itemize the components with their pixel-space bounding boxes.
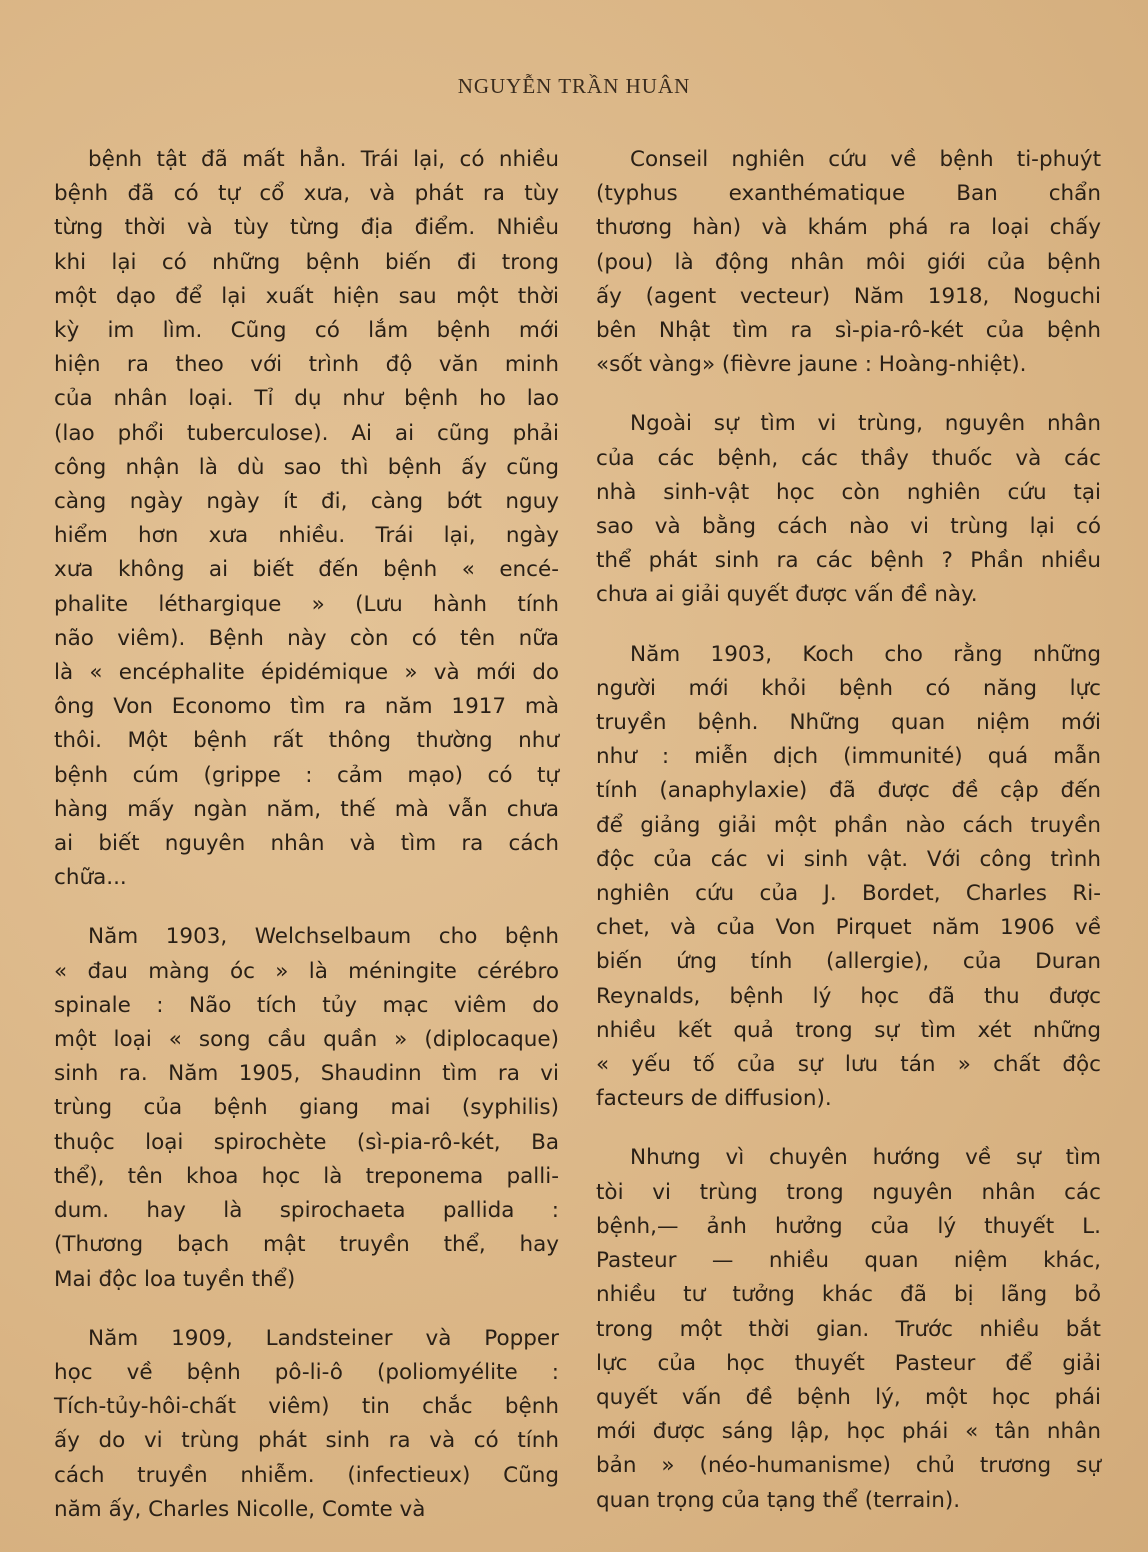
text-line: để giảng giải một phần nào cách truyền (596, 812, 1101, 838)
paragraph (596, 1141, 1101, 1517)
text-line: quyết vấn đề bệnh lý, một học phái (596, 1384, 1101, 1410)
text-line: thể), tên khoa học là treponema palli- (54, 1163, 559, 1189)
text-line: tính (anaphylaxie) đã được đề cập đến (596, 778, 1101, 804)
text-line: Pasteur — nhiều quan niệm khác, (596, 1248, 1101, 1274)
text-line: dum. hay là spirochaeta pallida : (54, 1198, 559, 1224)
text-line: (pou) là động nhân môi giới của bệnh (596, 249, 1101, 275)
text-line: truyền bệnh. Những quan niệm mới (596, 710, 1101, 736)
text-line: lực của học thuyết Pasteur để giải (596, 1350, 1101, 1376)
text-line: thương hàn) và khám phá ra loại chấy (596, 215, 1101, 241)
text-line: ai biết nguyên nhân và tìm ra cách (54, 831, 559, 857)
text-line: bệnh tật đã mất hẳn. Trái lại, có nhiều (88, 147, 559, 172)
text-line: mới được sáng lập, học phái « tân nhân (596, 1419, 1101, 1445)
text-line: trong một thời gian. Trước nhiều bắt (596, 1316, 1101, 1342)
text-line: chữa... (54, 865, 127, 891)
paragraph-gap (54, 1297, 559, 1322)
left-column (54, 143, 559, 1527)
text-line: thôi. Một bệnh rất thông thường như (54, 728, 559, 754)
text-line: từng thời và tùy từng địa điểm. Nhiều (54, 215, 559, 241)
text-line: « yếu tố của sự lưu tán » chất độc (596, 1052, 1101, 1078)
text-line: ấy do vi trùng phát sinh ra và có tính (54, 1428, 559, 1454)
paragraph (54, 1322, 559, 1527)
text-line: nhiều tư tưởng khác đã bị lãng bỏ (596, 1282, 1101, 1308)
text-line: não viêm). Bệnh này còn có tên nữa (54, 625, 559, 651)
text-line: nghiên cứu của J. Bordet, Charles Ri- (596, 881, 1101, 907)
text-line: (lao phổi tuberculose). Ai ai cũng phải (54, 420, 559, 446)
text-line: chưa ai giải quyết được vấn đề này. (596, 582, 978, 608)
text-line: «sốt vàng» (fièvre jaune : Hoàng-nhiệt). (596, 352, 1027, 378)
text-line: cách truyền nhiễm. (infectieux) Cũng (54, 1462, 559, 1488)
text-line: trùng của bệnh giang mai (syphilis) (54, 1095, 559, 1121)
paragraph-gap (596, 613, 1101, 638)
text-line: người mới khỏi bệnh có năng lực (596, 675, 1101, 701)
text-line: Ngoài sự tìm vi trùng, nguyên nhân (630, 411, 1101, 437)
paragraph-gap (596, 382, 1101, 407)
text-line: phalite léthargique » (Lưu hành tính (54, 591, 559, 617)
text-line: hàng mấy ngàn năm, thế mà vẫn chưa (54, 796, 559, 822)
text-line: Tích-tủy-hôi-chất viêm) tin chắc bệnh (54, 1394, 559, 1420)
paragraph (596, 638, 1101, 1117)
text-line: « đau màng óc » là méningite cérébro (54, 958, 559, 984)
text-line: Reynalds, bệnh lý học đã thu được (596, 983, 1101, 1009)
text-line: Năm 1903, Welchselbaum cho bệnh (88, 924, 559, 950)
text-line: Năm 1909, Landsteiner và Popper (88, 1325, 559, 1351)
text-line: của các bệnh, các thầy thuốc và các (596, 445, 1101, 471)
text-line: thuộc loại spirochète (sì-pia-rô-két, Ba (54, 1129, 559, 1155)
text-line: xưa không ai biết đến bệnh « encé- (54, 557, 559, 583)
running-header: NGUYỄN TRẦN HUÂN (457, 74, 691, 98)
text-line: (typhus exanthématique Ban chẩn (596, 181, 1101, 207)
text-line: một loại « song cầu quần » (diplocaque) (54, 1027, 559, 1053)
text-line: một dạo để lại xuất hiện sau một thời (54, 283, 559, 309)
text-line: bản » (néo-humanisme) chủ trương sự (596, 1453, 1101, 1479)
text-line: sinh ra. Năm 1905, Shaudinn tìm ra vi (54, 1061, 559, 1087)
text-line: bệnh cúm (grippe : cảm mạo) có tự (54, 762, 559, 788)
text-line: Nhưng vì chuyên hướng về sự tìm (630, 1145, 1101, 1171)
paragraph (54, 920, 559, 1296)
text-line: bên Nhật tìm ra sì-pia-rô-két của bệnh (596, 318, 1101, 344)
text-line: hiểm hơn xưa nhiều. Trái lại, ngày (54, 523, 559, 549)
text-line: spinale : Não tích tủy mạc viêm do (54, 992, 559, 1018)
paragraph (54, 143, 559, 895)
text-line: của nhân loại. Tỉ dụ như bệnh ho lao (54, 386, 559, 412)
text-line: Conseil nghiên cứu về bệnh ti-phuýt (630, 147, 1101, 172)
text-line: (Thương bạch mật truyền thể, hay (54, 1232, 559, 1258)
text-line: độc của các vi sinh vật. Với công trình (596, 846, 1101, 872)
right-column (596, 143, 1101, 1518)
text-line: thể phát sinh ra các bệnh ? Phần nhiều (596, 548, 1101, 574)
text-line: chet, và của Von Pirquet năm 1906 về (596, 915, 1101, 941)
text-line: năm ấy, Charles Nicolle, Comte và (54, 1496, 426, 1522)
text-line: sao và bằng cách nào vi trùng lại có (596, 514, 1101, 540)
paragraph-gap (596, 1116, 1101, 1141)
text-line: facteurs de diffusion). (596, 1086, 832, 1112)
text-line: khi lại có những bệnh biến đi trong (54, 249, 559, 275)
text-line: như : miễn dịch (immunité) quá mẫn (596, 744, 1101, 770)
text-line: là « encéphalite épidémique » và mới do (54, 660, 559, 686)
text-line: kỳ im lìm. Cũng có lắm bệnh mới (54, 318, 559, 344)
text-line: quan trọng của tạng thể (terrain). (596, 1487, 961, 1513)
text-line: ông Von Economo tìm ra năm 1917 mà (54, 694, 559, 720)
text-line: bệnh,— ảnh hưởng của lý thuyết L. (596, 1213, 1101, 1239)
text-line: Năm 1903, Koch cho rằng những (630, 641, 1101, 667)
paragraph-gap (54, 895, 559, 920)
paragraph (596, 143, 1101, 382)
text-line: học về bệnh pô-li-ô (poliomyélite : (54, 1359, 559, 1385)
text-line: bệnh đã có tự cổ xưa, và phát ra tùy (54, 181, 559, 207)
paragraph (596, 407, 1101, 612)
text-line: hiện ra theo với trình độ văn minh (54, 352, 559, 378)
text-line: biến ứng tính (allergie), của Duran (596, 949, 1101, 975)
text-line: ấy (agent vecteur) Năm 1918, Noguchi (596, 283, 1101, 309)
text-line: nhiều kết quả trong sự tìm xét những (596, 1017, 1101, 1043)
text-line: Mai độc loa tuyền thể) (54, 1266, 296, 1292)
text-line: nhà sinh-vật học còn nghiên cứu tại (596, 479, 1101, 505)
text-line: càng ngày ngày ít đi, càng bớt nguy (54, 489, 559, 515)
text-line: công nhận là dù sao thì bệnh ấy cũng (54, 454, 559, 480)
text-line: tòi vi trùng trong nguyên nhân các (596, 1179, 1101, 1205)
